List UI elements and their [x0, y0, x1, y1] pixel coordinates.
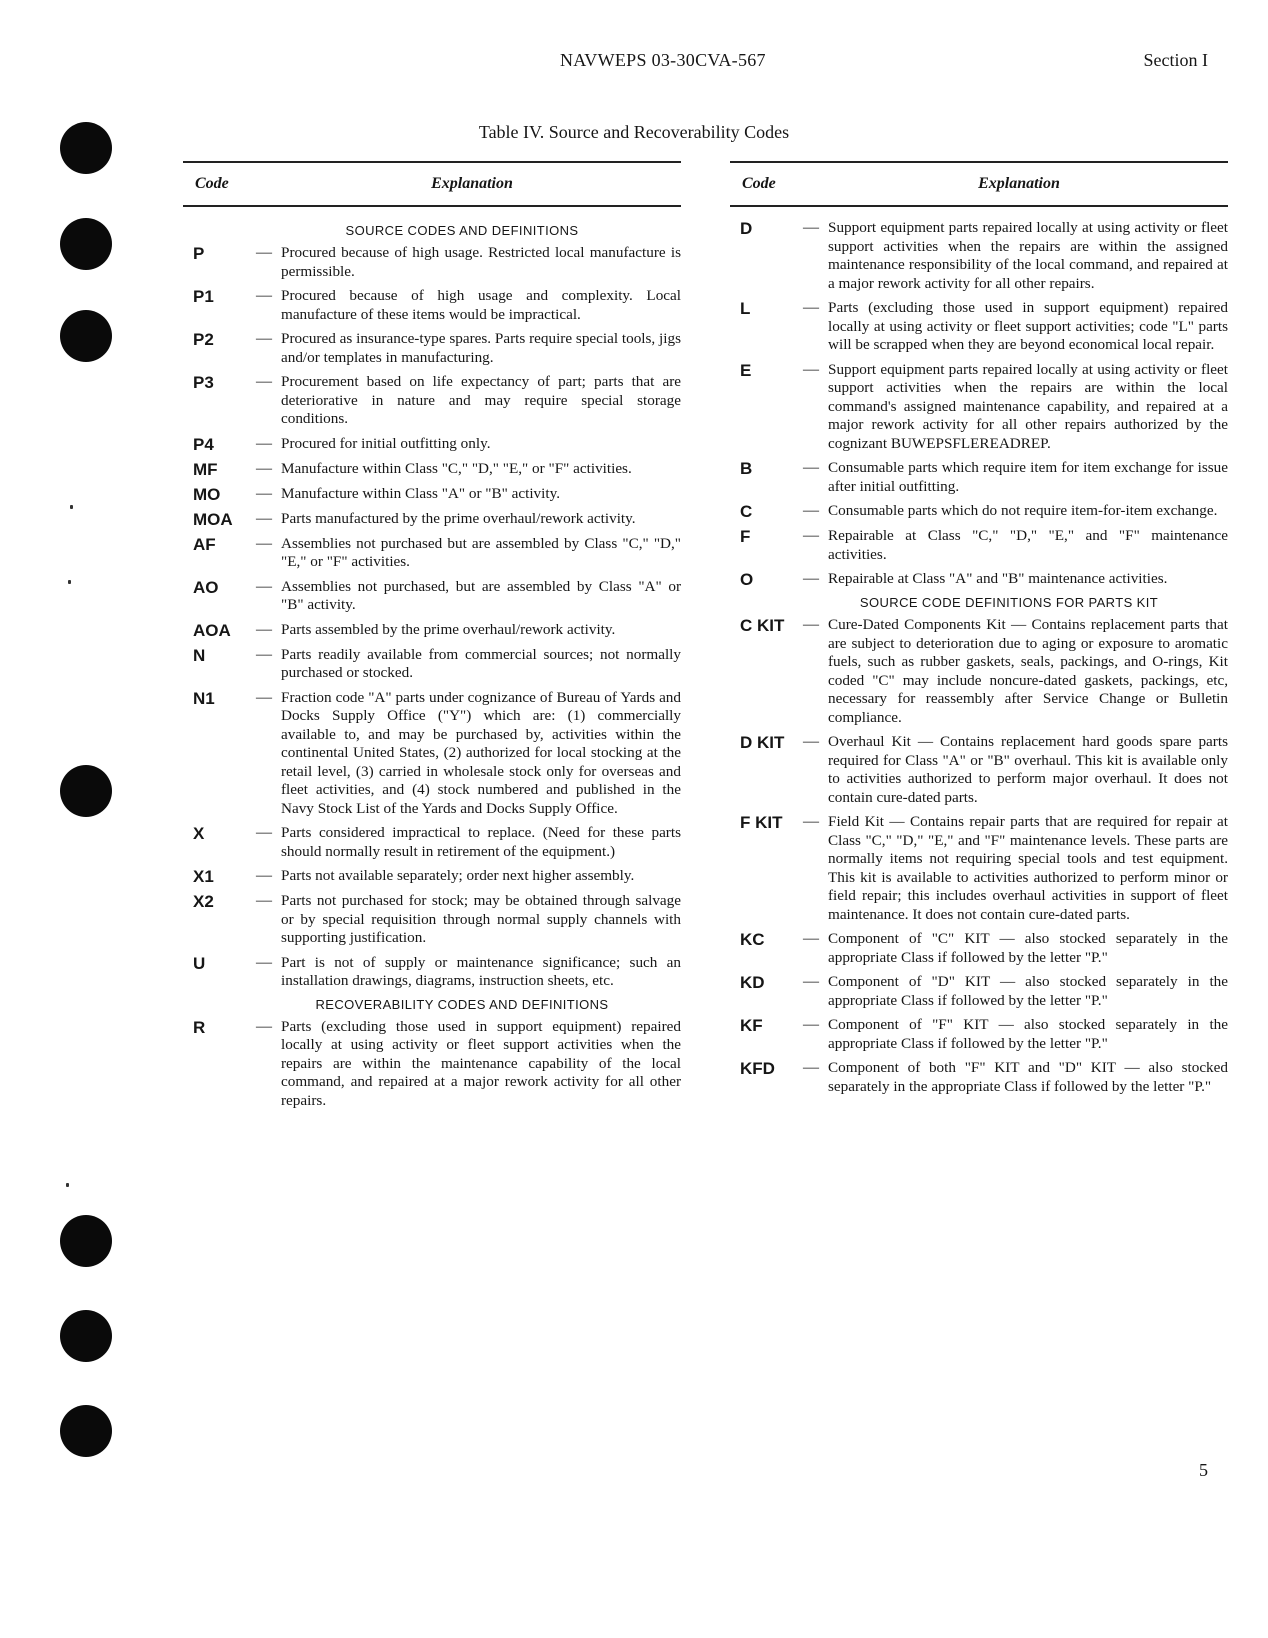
- code-row: [183, 287, 681, 324]
- code-column-heading: Code: [742, 175, 776, 192]
- code-value: MO: [193, 484, 221, 504]
- section-heading: SOURCE CODE DEFINITIONS FOR PARTS KIT: [859, 595, 1159, 610]
- dash-separator: —: [256, 459, 272, 477]
- dash-separator: —: [256, 645, 272, 663]
- code-value: F: [740, 527, 751, 546]
- code-row: [183, 460, 681, 479]
- code-row: [183, 892, 681, 948]
- dash-separator: —: [803, 930, 819, 947]
- code-explanation: Parts (excluding those used in support equipment) repaired locally at using activity or fleet support activities when the repairs are within the maintenance capability of the local command, and repaired at a major rework activity for all other repairs.: [281, 1017, 681, 1109]
- code-explanation: Assemblies not purchased, but are assembled by Class "A" or "B" activity.: [281, 577, 681, 613]
- code-value: N: [193, 645, 206, 665]
- dash-separator: —: [256, 287, 272, 304]
- code-value: P1: [193, 287, 214, 306]
- scan-speck: [66, 1183, 69, 1187]
- dash-separator: —: [803, 502, 819, 519]
- code-explanation: Procured as insurance-type spares. Parts require special tools, jigs and/or templates in manufacturing.: [281, 330, 681, 366]
- code-explanation: Field Kit — Contains repair parts that are required for repair at Class "C," "D," "E," and "F" maintenance levels. These parts are normally items not requiring special tools and test equipment. This kit is available to activities authorized to perform minor or field repair; this includes overhaul activities in support of fleet maintenance. It does not contain cure-dated parts.: [828, 813, 1228, 923]
- punch-hole: [60, 1310, 112, 1362]
- dash-separator: —: [256, 244, 272, 261]
- dash-separator: —: [803, 360, 819, 378]
- code-explanation: Procurement based on life expectancy of part; parts that are deteriorative in nature and may require special storage conditions.: [281, 373, 681, 427]
- dash-separator: —: [256, 330, 272, 347]
- dash-separator: —: [803, 527, 819, 544]
- code-row: [183, 244, 681, 281]
- code-row: [183, 510, 681, 529]
- punch-hole: [60, 1215, 112, 1267]
- code-explanation: Cure-Dated Components Kit — Contains replacement parts that are subject to deterioration due to aging or exposure to aromatic fuels, such as rubber gaskets, seals, packings, and O-rings, Kit coded "C" may include noncure-dated gaskets, packings, etc, necessary for reassembly after Service Change or Bulletin compliance.: [828, 616, 1228, 726]
- dash-separator: —: [803, 219, 819, 236]
- code-row: [730, 1059, 1228, 1096]
- code-row: [730, 502, 1228, 521]
- code-value: D KIT: [740, 733, 785, 752]
- code-row: [730, 527, 1228, 564]
- code-value: P4: [193, 434, 214, 454]
- code-row: [183, 330, 681, 367]
- scan-speck: [68, 580, 71, 584]
- section-heading: SOURCE CODES AND DEFINITIONS: [345, 223, 579, 238]
- code-value: P2: [193, 330, 214, 349]
- code-explanation: Parts not available separately; order next higher assembly.: [281, 867, 635, 884]
- code-explanation: Overhaul Kit — Contains replacement hard goods spare parts required for Class "A" or "B" overhaul. This kit is available only to activities authorized to perform major overhaul. It does not contain cure-dated parts.: [828, 733, 1228, 806]
- code-value: X2: [193, 892, 214, 911]
- dash-separator: —: [803, 1059, 819, 1076]
- scan-speck: [70, 505, 73, 509]
- code-value: F KIT: [740, 813, 783, 832]
- dash-separator: —: [803, 733, 819, 750]
- code-explanation: Parts manufactured by the prime overhaul/rework activity.: [281, 509, 636, 527]
- code-explanation: Component of "D" KIT — also stocked separately in the appropriate Class if followed by the letter "P.": [828, 973, 1228, 1009]
- code-value: E: [740, 360, 752, 380]
- code-explanation: Support equipment parts repaired locally at using activity or fleet support activities when the repairs are within the assigned maintenance responsibility of the local command, and repaired at a major rework activity for all other repairs.: [828, 219, 1228, 292]
- code-row: [183, 1018, 681, 1111]
- code-row: [730, 813, 1228, 924]
- code-explanation: Part is not of supply or maintenance significance; such an installation drawings, diagrams, instruction sheets, etc.: [281, 953, 681, 989]
- code-row: [183, 435, 681, 454]
- code-explanation: Component of both "F" KIT and "D" KIT — also stocked separately in the appropriate Class if followed by the letter "P.": [828, 1059, 1228, 1095]
- code-list: [183, 207, 681, 1110]
- code-row: [730, 570, 1228, 589]
- code-value: P3: [193, 373, 214, 392]
- code-row: [730, 219, 1228, 293]
- dash-separator: —: [803, 459, 819, 476]
- dash-separator: —: [256, 534, 272, 552]
- code-list: [730, 207, 1228, 1096]
- code-value: C: [740, 502, 753, 521]
- code-row: [183, 867, 681, 886]
- document-id: NAVWEPS 03-30CVA-567: [560, 50, 766, 70]
- dash-separator: —: [256, 577, 272, 595]
- dash-separator: —: [256, 1017, 272, 1035]
- code-explanation: Repairable at Class "A" and "B" maintenance activities.: [828, 570, 1168, 587]
- code-row: [730, 299, 1228, 355]
- code-value: MF: [193, 459, 218, 479]
- code-explanation: Component of "C" KIT — also stocked separately in the appropriate Class if followed by the letter "P.": [828, 930, 1228, 966]
- code-row: [730, 1016, 1228, 1053]
- code-value: MOA: [193, 509, 233, 529]
- code-value: B: [740, 459, 753, 478]
- code-explanation: Support equipment parts repaired locally at using activity or fleet support activities when the repairs are within the local command's assigned maintenance capability, and repaired at a major rework activity for all other repairs authorized by the cognizant BUWEPSFLEREADREP.: [828, 360, 1228, 452]
- table-title: Table IV. Source and Recoverability Codes: [478, 122, 790, 142]
- dash-separator: —: [803, 1016, 819, 1033]
- code-row: [183, 621, 681, 640]
- code-value: AOA: [193, 620, 231, 640]
- code-row: [730, 616, 1228, 727]
- section-label: Section I: [1143, 50, 1208, 70]
- code-row: [730, 733, 1228, 807]
- code-value: R: [193, 1017, 206, 1037]
- punch-hole: [60, 765, 112, 817]
- code-explanation: Repairable at Class "C," "D," "E," and "F" maintenance activities.: [828, 527, 1228, 563]
- dash-separator: —: [256, 688, 272, 706]
- code-row: [183, 824, 681, 861]
- code-explanation: Procured because of high usage. Restricted local manufacture is permissible.: [281, 244, 681, 280]
- dash-separator: —: [256, 484, 272, 502]
- dash-separator: —: [256, 620, 272, 638]
- dash-separator: —: [803, 616, 819, 633]
- code-row: [183, 578, 681, 615]
- dash-separator: —: [256, 434, 272, 452]
- section-heading: RECOVERABILITY CODES AND DEFINITIONS: [315, 996, 609, 1012]
- explanation-column-heading: Explanation: [431, 175, 513, 192]
- code-explanation: Manufacture within Class "A" or "B" activity.: [281, 484, 560, 502]
- code-value: KD: [740, 973, 765, 992]
- code-explanation: Parts not purchased for stock; may be obtained through salvage or by special requisition through normal supply channels with supporting justification.: [281, 892, 681, 946]
- code-value: AF: [193, 534, 216, 554]
- code-value: X: [193, 824, 205, 843]
- column-header: [183, 161, 681, 207]
- code-value: C KIT: [740, 616, 785, 635]
- code-row: [183, 485, 681, 504]
- dash-separator: —: [256, 824, 272, 841]
- dash-separator: —: [256, 509, 272, 527]
- dash-separator: —: [256, 867, 272, 884]
- code-explanation: Assemblies not purchased but are assembled by Class "C," "D," "E," or "F" activities.: [281, 534, 681, 570]
- code-value: KFD: [740, 1059, 775, 1078]
- code-row: [183, 535, 681, 572]
- code-explanation: Parts assembled by the prime overhaul/rework activity.: [281, 620, 616, 638]
- code-value: O: [740, 570, 754, 589]
- code-value: N1: [193, 688, 215, 708]
- code-explanation: Fraction code "A" parts under cognizance of Bureau of Yards and Docks Supply Office ("Y") which are: (1) commercially available to, and may be purchased by, activities within the continental United States, (2) authorized for local stocking at the retail level, (3) carried in wholesale stock only for overseas and fleet activities, and (4) stock numbered and published in the Navy Stock List of the Yards and Docks Supply Office.: [281, 688, 681, 817]
- dash-separator: —: [256, 892, 272, 909]
- code-explanation: Component of "F" KIT — also stocked separately in the appropriate Class if followed by the letter "P.": [828, 1016, 1228, 1052]
- code-value: KF: [740, 1016, 763, 1035]
- code-value: P: [193, 244, 205, 263]
- code-value: X1: [193, 867, 214, 886]
- punch-hole: [60, 310, 112, 362]
- code-value: L: [740, 299, 751, 318]
- code-row: [183, 373, 681, 429]
- code-explanation: Manufacture within Class "C," "D," "E," or "F" activities.: [281, 459, 632, 477]
- dash-separator: —: [803, 570, 819, 587]
- code-value: D: [740, 219, 753, 238]
- code-row: [730, 361, 1228, 454]
- page-header: [0, 50, 1268, 74]
- code-explanation: Consumable parts which require item for item exchange for issue after initial outfitting.: [828, 459, 1228, 495]
- dash-separator: —: [803, 299, 819, 316]
- dash-separator: —: [803, 973, 819, 990]
- code-explanation: Parts considered impractical to replace. (Need for these parts should normally result in retirement of the equipment.): [281, 824, 681, 860]
- page-number: 5: [1199, 1460, 1208, 1480]
- code-value: AO: [193, 577, 219, 597]
- code-row: [183, 689, 681, 819]
- code-explanation: Parts readily available from commercial sources; not normally purchased or stocked.: [281, 645, 681, 681]
- dash-separator: —: [803, 813, 819, 830]
- code-row: [730, 973, 1228, 1010]
- dash-separator: —: [256, 373, 272, 390]
- code-row: [183, 954, 681, 991]
- punch-hole: [60, 1405, 112, 1457]
- code-value: U: [193, 953, 206, 973]
- code-row: [730, 930, 1228, 967]
- code-value: KC: [740, 930, 765, 949]
- code-explanation: Procured because of high usage and complexity. Local manufacture of these items would be impractical.: [281, 287, 681, 323]
- right-column: [730, 161, 1228, 1102]
- explanation-column-heading: Explanation: [978, 175, 1060, 192]
- code-explanation: Procured for initial outfitting only.: [281, 434, 491, 452]
- code-explanation: Consumable parts which do not require item-for-item exchange.: [828, 502, 1218, 519]
- punch-hole: [60, 218, 112, 270]
- dash-separator: —: [256, 953, 272, 971]
- code-row: [183, 646, 681, 683]
- code-explanation: Parts (excluding those used in support equipment) repaired locally at using activity or fleet support activities; code "L" parts will be scrapped when they are beyond economical local repair.: [828, 299, 1228, 353]
- code-row: [730, 459, 1228, 496]
- code-column-heading: Code: [195, 175, 229, 192]
- column-header: [730, 161, 1228, 207]
- left-column: [183, 161, 681, 1116]
